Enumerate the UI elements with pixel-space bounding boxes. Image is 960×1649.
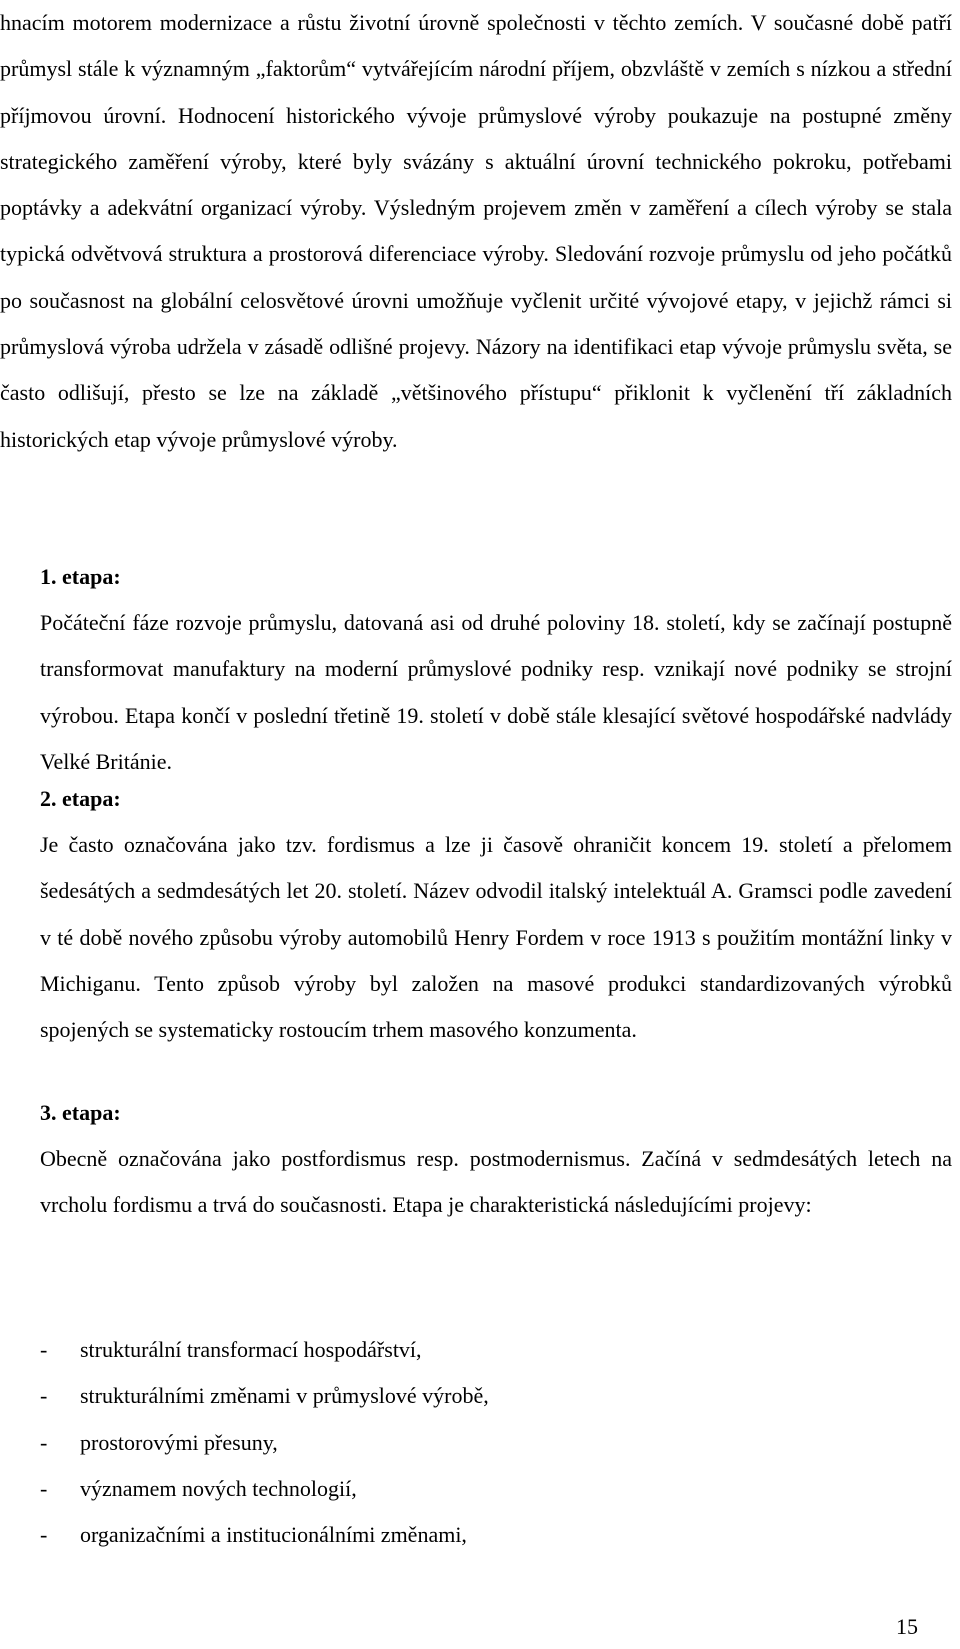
list-dash: - xyxy=(40,1337,48,1362)
list-dash: - xyxy=(40,1429,48,1455)
stage-3-title: 3. etapa: xyxy=(40,1100,121,1125)
list-item-text: strukturálními změnami v průmyslové výrobě, xyxy=(80,1383,489,1409)
intro-paragraph: hnacím motorem modernizace a růstu životní úrovně společnosti v těchto zemích. V současné době patří průmysl stále k významným „faktorům“ vytvářejícím národní příjem, obzvláště v zemích s nízkou a střední příjmovou úrovní. Hodnocení historického vývoje průmyslové výroby poukazuje na postupné změny strategického zaměření výroby, které byly svázány s aktuální úrovní technického pokroku, potřebami poptávky a adekvátní organizací výroby. Výsledným projevem změn v zaměření a cílech výroby se stala typická odvětvová struktura a prostorová diferenciace výroby. Sledování rozvoje průmyslu od jeho počátků po současnost na globální celosvětové úrovni umožňuje vyčlenit určité vývojové etapy, v jejichž rámci si průmyslová výroba udržela v zásadě odlišné projevy. Názory na identifikaci etap vývoje průmyslu světa, se často odlišují, přesto se lze na základě „většinového přístupu“ přiklonit k vyčlenění tří základních historických etap vývoje průmyslové výroby. xyxy=(0,10,952,452)
stage-1-text: Počáteční fáze rozvoje průmyslu, datovaná asi od druhé poloviny 18. století, kdy se začínají postupně transformovat manufaktury na moderní průmyslové podniky resp. vznikají nové podniky se strojní výrobou. Etapa končí v poslední třetině 19. století v době stále klesající světové hospodářské nadvlády Velké Británie. xyxy=(40,610,952,774)
list-dash: - xyxy=(40,1383,48,1409)
projevy-list xyxy=(40,1327,940,1558)
stage-3-text: Obecně označována jako postfordismus resp. postmodernismus. Začíná v sedmdesátých letech na vrcholu fordismu a trvá do současnosti. Etapa je charakteristická následujícími projevy: xyxy=(40,1146,952,1218)
list-dash: - xyxy=(40,1475,48,1501)
list-item xyxy=(40,1327,940,1373)
stage-2-text: Je často označována jako tzv. fordismus a lze ji časově ohraničit koncem 19. století a přelomem šedesátých a sedmdesátých let 20. století. Název odvodil italský intelektuál A. Gramsci podle zavedení v té době nového způsobu výroby automobilů Henry Fordem v roce 1913 s použitím montážní linky v Michiganu. Tento způsob výroby byl založen na masové produkci standardizovaných výrobků spojených se systematicky rostoucím trhem masového konzumenta. xyxy=(40,832,952,1043)
stage-2-section xyxy=(40,776,952,1053)
stage-1-section xyxy=(40,554,952,785)
list-item-text: prostorovými přesuny, xyxy=(80,1429,278,1455)
list-item xyxy=(40,1420,940,1466)
list-item xyxy=(40,1512,940,1558)
list-dash: - xyxy=(40,1522,48,1548)
list-item-text: strukturální transformací hospodářství, xyxy=(80,1337,422,1362)
stage-3-section xyxy=(40,1090,952,1229)
stage-2-title: 2. etapa: xyxy=(40,786,121,811)
list-item-text: významem nových technologií, xyxy=(80,1475,357,1501)
page-number: 15 xyxy=(896,1614,918,1639)
list-item xyxy=(40,1466,940,1512)
list-item-text: organizačními a institucionálními změnami, xyxy=(80,1522,467,1548)
stage-1-title: 1. etapa: xyxy=(40,564,121,589)
list-item xyxy=(40,1373,940,1419)
